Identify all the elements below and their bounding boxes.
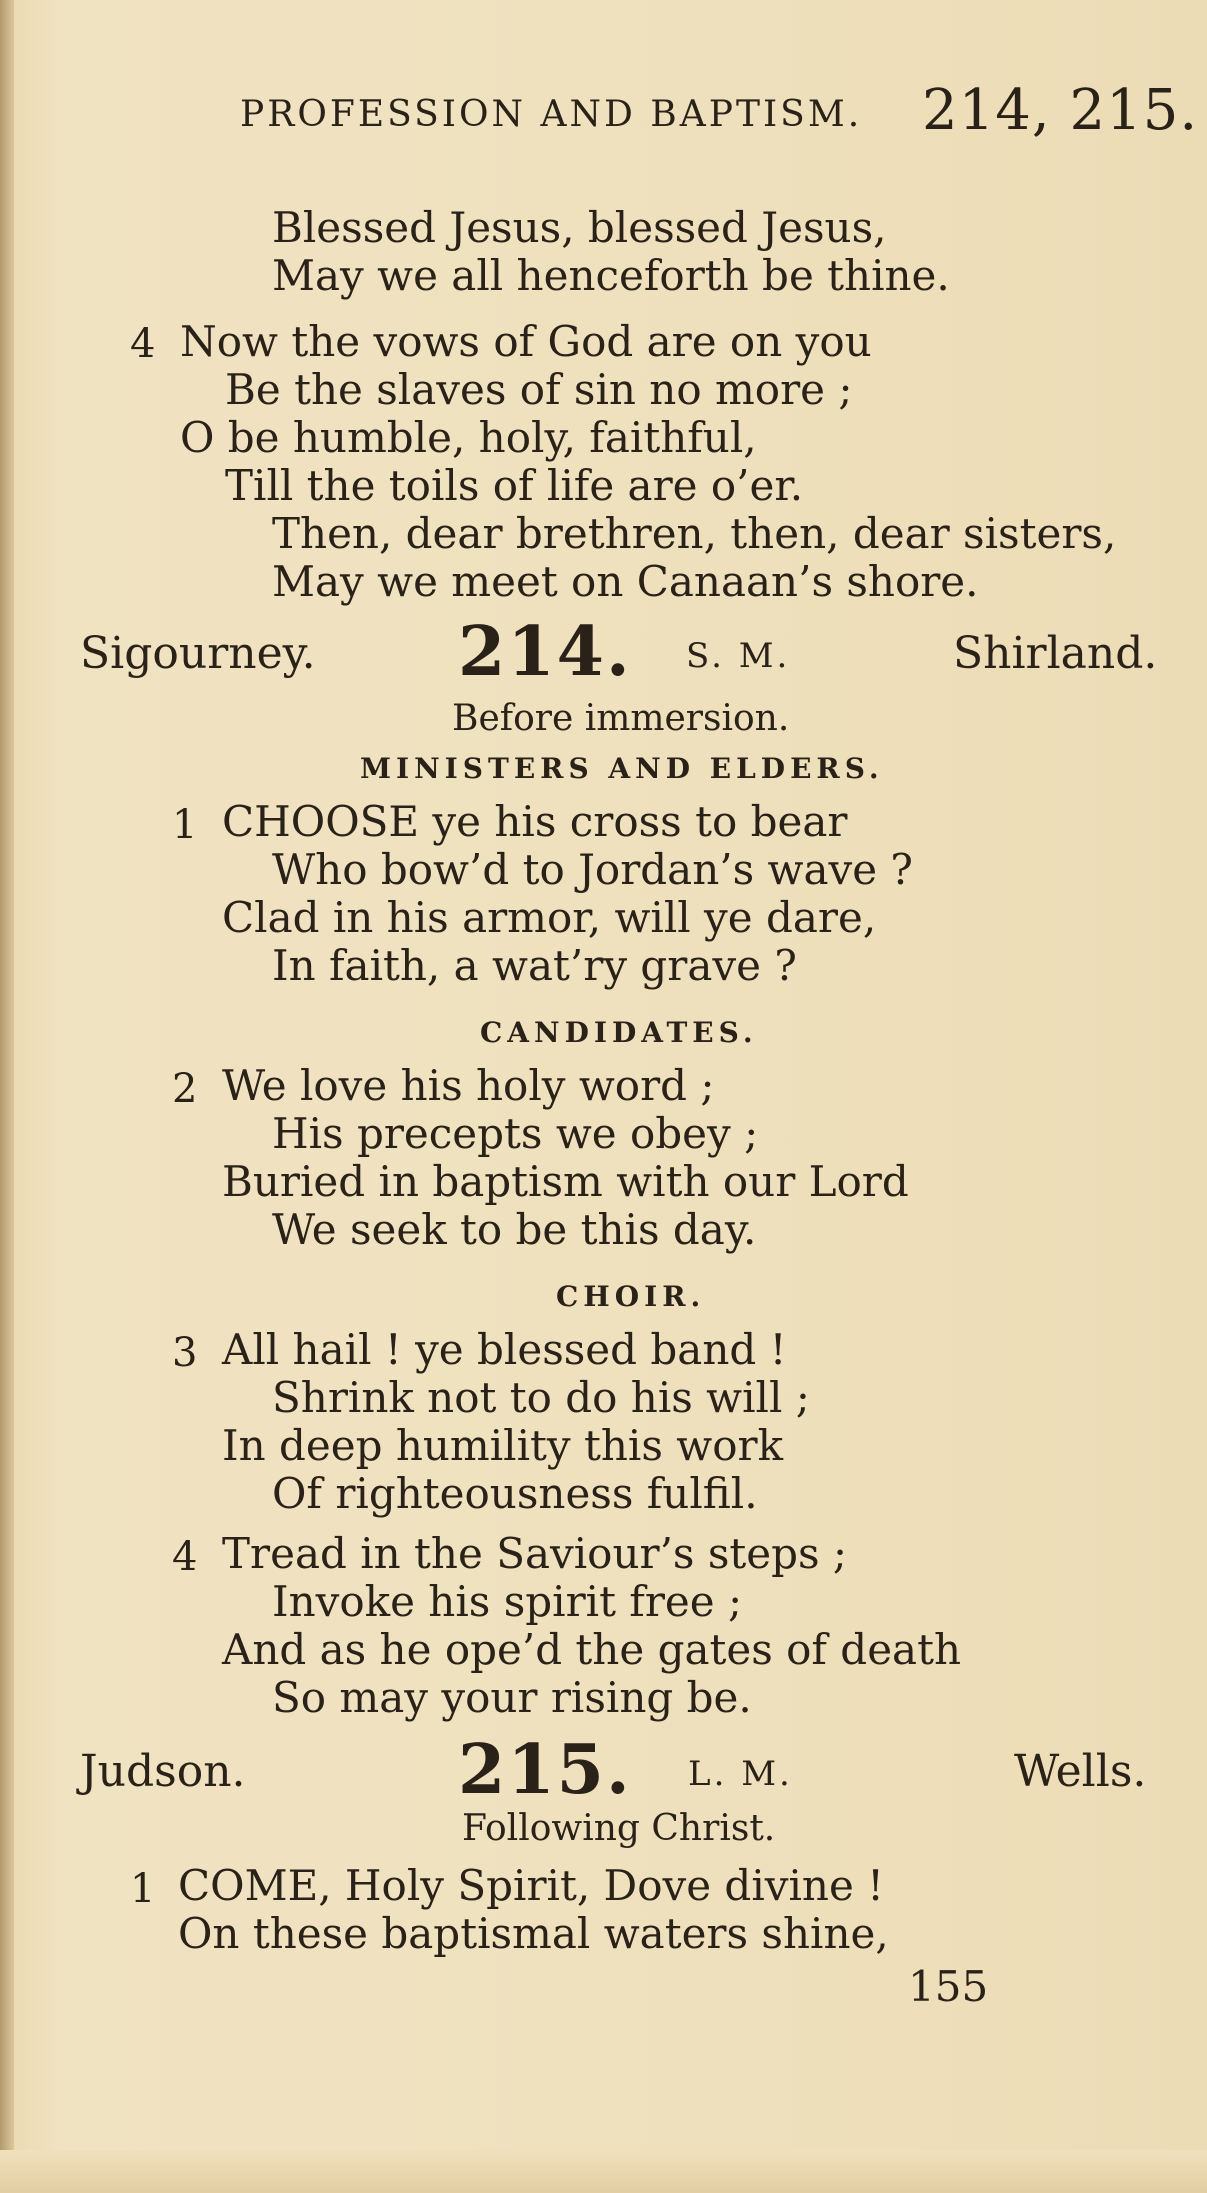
verse-line: In deep humility this work	[222, 1421, 784, 1470]
verse-line: We love his holy word ;	[222, 1061, 715, 1110]
verse-line: Buried in baptism with our Lord	[222, 1157, 909, 1206]
verse-line: CHOOSE ye his cross to bear	[222, 797, 848, 846]
stanza-number: 1	[172, 802, 198, 848]
verse-line: In faith, a wat’ry grave ?	[272, 941, 797, 990]
hymn-number: 215.	[458, 1730, 632, 1810]
hymn-number: 214.	[458, 612, 632, 692]
verse-line: May we all henceforth be thine.	[272, 251, 950, 300]
stanza-number: 4	[130, 321, 156, 367]
verse-line: COME, Holy Spirit, Dove divine !	[178, 1861, 885, 1910]
stanza-number: 4	[172, 1534, 198, 1580]
verse-line: Who bow’d to Jordan’s wave ?	[272, 845, 913, 894]
verse-line: On these baptismal waters shine,	[178, 1909, 889, 1958]
page-spine-edge	[0, 0, 14, 2193]
page-bottom-edge	[0, 2150, 1207, 2193]
verse-line: Of righteousness fulfil.	[272, 1469, 758, 1518]
hymn-author: Sigourney.	[80, 628, 316, 679]
hymn-subtitle: Before immersion.	[452, 698, 790, 739]
verse-line: Clad in his armor, will ye dare,	[222, 893, 877, 942]
verse-line: May we meet on Canaan’s shore.	[272, 557, 979, 606]
verse-line: Invoke his spirit free ;	[272, 1577, 743, 1626]
stanza-number: 1	[130, 1866, 156, 1912]
hymn-meter: S. M.	[686, 636, 791, 676]
verse-line: Be the slaves of sin no more ;	[225, 365, 853, 414]
running-header-hymn-numbers: 214, 215.	[922, 78, 1199, 143]
voice-part-heading: CANDIDATES.	[480, 1016, 758, 1049]
verse-line: O be humble, holy, faithful,	[180, 413, 757, 462]
hymn-subtitle: Following Christ.	[462, 1808, 776, 1849]
hymn-tune: Wells.	[1014, 1746, 1147, 1797]
voice-part-heading: CHOIR.	[556, 1280, 706, 1313]
verse-line: All hail ! ye blessed band !	[222, 1325, 787, 1374]
verse-line: Tread in the Saviour’s steps ;	[222, 1529, 848, 1578]
hymn-author: Judson.	[80, 1746, 246, 1797]
verse-line: Now the vows of God are on you	[180, 317, 872, 366]
verse-line: We seek to be this day.	[272, 1205, 757, 1254]
verse-line: Blessed Jesus, blessed Jesus,	[272, 203, 887, 252]
hymn-meter: L. M.	[688, 1754, 793, 1794]
verse-line: His precepts we obey ;	[272, 1109, 759, 1158]
verse-line: Then, dear brethren, then, dear sisters,	[272, 509, 1117, 558]
hymn-tune: Shirland.	[953, 628, 1158, 679]
verse-line: So may your rising be.	[272, 1673, 752, 1722]
verse-line: And as he ope’d the gates of death	[222, 1625, 962, 1674]
stanza-number: 3	[172, 1330, 198, 1376]
page-number: 155	[908, 1962, 989, 2011]
voice-part-heading: MINISTERS AND ELDERS.	[360, 752, 884, 785]
stanza-number: 2	[172, 1066, 198, 1112]
verse-line: Shrink not to do his will ;	[272, 1373, 810, 1422]
verse-line: Till the toils of life are o’er.	[225, 461, 804, 510]
running-header-title: PROFESSION AND BAPTISM.	[240, 94, 863, 135]
